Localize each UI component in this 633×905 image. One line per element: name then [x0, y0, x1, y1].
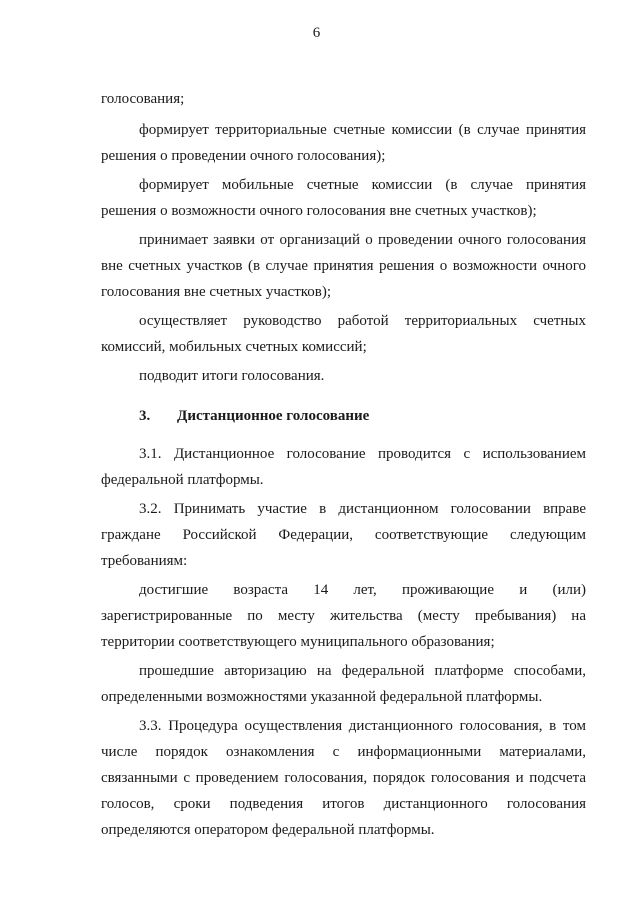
- document-body: [101, 86, 586, 843]
- paragraph-applications: принимает заявки от организаций о проведении очного голосования вне счетных участков (в случае принятия решения о возможности очного голосования вне счетных участков);: [101, 232, 586, 300]
- paragraph-territorial-commissions: формирует территориальные счетные комиссии (в случае принятия решения о проведении очного голосования);: [101, 122, 586, 164]
- paragraph-continuation: голосования;: [101, 91, 185, 107]
- page-number: 6: [312, 25, 321, 41]
- paragraph-age-requirement: достигшие возраста 14 лет, проживающие и (или) зарегистрированные по месту жительства (месту пребывания) на территории соответствующего муниципального образования;: [101, 582, 586, 650]
- paragraph-3-2: 3.2. Принимать участие в дистанционном голосовании вправе граждане Российской Федерации, соответствующие следующим требованиям:: [101, 501, 586, 569]
- paragraph-authorization: прошедшие авторизацию на федеральной платформе способами, определенными возможностями указанной федеральной платформы.: [101, 663, 586, 705]
- section-number: 3.: [139, 408, 151, 424]
- section-heading: [101, 406, 586, 426]
- paragraph-3-3: 3.3. Процедура осуществления дистанционного голосования, в том числе порядок ознакомления с информационными материалами, связанными с проведением голосования, порядок голосования и подсчета голосов, сроки подведения итогов дистанционного голосования определяются оператором федеральной платформы.: [101, 718, 586, 838]
- paragraph-3-1: 3.1. Дистанционное голосование проводится с использованием федеральной платформы.: [101, 446, 586, 488]
- paragraph-results: подводит итоги голосования.: [139, 368, 325, 384]
- paragraph-mobile-commissions: формирует мобильные счетные комиссии (в случае принятия решения о возможности очного голосования вне счетных участков);: [101, 177, 586, 219]
- paragraph-management: осуществляет руководство работой территориальных счетных комиссий, мобильных счетных комиссий;: [101, 313, 586, 355]
- section-title: Дистанционное голосование: [177, 408, 370, 424]
